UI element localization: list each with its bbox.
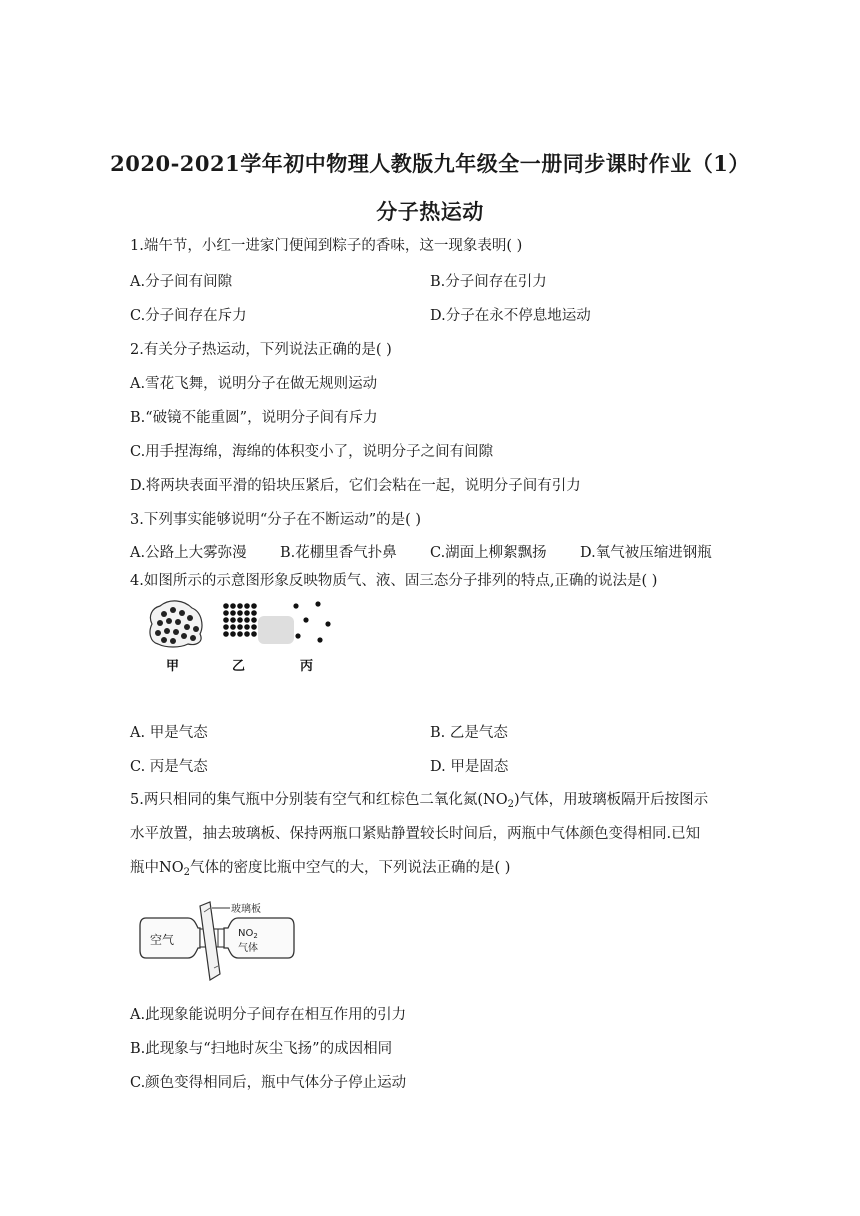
q5-stem-line-2: 水平放置，抽去玻璃板、保持两瓶口紧贴静置较长时间后，两瓶中气体颜色变得相同.已知: [130, 826, 701, 842]
q5-stem-line-3: 瓶中$NO_2$气体的密度比瓶中空气的大，下列说法正确的是( ): [130, 860, 511, 878]
q5-option-a: A.此现象能说明分子间存在相互作用的引力: [130, 1007, 407, 1023]
q1-option-b: B.分子间存在引力: [430, 274, 547, 290]
q3-option-a: A.公路上大雾弥漫: [130, 545, 247, 561]
states-of-matter-figure: [140, 596, 360, 676]
gas-label: 气体: [238, 943, 258, 954]
q5-option-c: C.颜色变得相同后，瓶中气体分子停止运动: [130, 1075, 407, 1091]
q2-option-d: D.将两块表面平滑的铅块压紧后，它们会粘在一起，说明分子间有引力: [130, 478, 581, 494]
no2-bottle: [224, 918, 294, 958]
figure-bing-molecules: [293, 601, 330, 642]
q1-option-c: C.分子间存在斥力: [130, 308, 247, 324]
no2-formula: $NO_2$: [483, 792, 514, 810]
title-line-1: 2020-2021学年初中物理人教版九年级全一册同步课时作业（1）: [110, 151, 750, 176]
q4-stem: 4.如图所示的示意图形象反映物质气、液、固三态分子排列的特点,正确的说法是( ): [130, 573, 658, 589]
air-label: 空气: [150, 933, 175, 947]
q5-option-b: B.此现象与“扫地时灰尘飞扬”的成因相同: [130, 1041, 393, 1057]
q5-stem-1a: 5.两只相同的集气瓶中分别装有空气和红棕色二氧化氮(: [130, 792, 483, 808]
q2-option-c: C.用手捏海绵，海绵的体积变小了，说明分子之间有间隙: [130, 444, 494, 460]
q2-option-a: A.雪花飞舞，说明分子在做无规则运动: [130, 376, 378, 392]
figure-smudge: [258, 616, 294, 644]
q2-stem: 2.有关分子热运动，下列说法正确的是( ): [130, 342, 392, 358]
q3-option-b: B.花棚里香气扑鼻: [280, 545, 397, 561]
figure-label-yi: 乙: [232, 659, 246, 674]
figure-yi-molecules: [223, 603, 257, 637]
figure-label-jia: 甲: [166, 659, 180, 674]
q4-option-d: D. 甲是固态: [430, 759, 509, 775]
gas-bottles-figure: [138, 898, 298, 984]
q2-option-b: B.“破镜不能重圆”，说明分子间有斥力: [130, 410, 378, 426]
q5-stem-line-1: [130, 788, 708, 810]
q1-stem: 1.端午节，小红一进家门便闻到粽子的香味，这一现象表明( ): [130, 238, 523, 254]
q3-option-d: D.氧气被压缩进钢瓶: [580, 545, 712, 561]
q4-option-a: A. 甲是气态: [130, 725, 208, 741]
q1-option-d: D.分子在永不停息地运动: [430, 308, 591, 324]
q1-option-a: A.分子间有间隙: [130, 274, 233, 290]
no2-formula-inline: $NO_2$: [159, 860, 190, 878]
q4-option-c: C. 丙是气态: [130, 759, 208, 775]
q3-stem: 3.下列事实能够说明“分子在不断运动”的是( ): [130, 512, 422, 528]
q3-option-c: C.湖面上柳絮飘扬: [430, 545, 547, 561]
q4-option-b: B. 乙是气态: [430, 725, 508, 741]
figure-label-bing: 丙: [300, 659, 314, 674]
q5-stem-1b: )气体，用玻璃板隔开后按图示: [513, 792, 709, 808]
no2-label: $NO_2$: [238, 928, 258, 940]
glass-plate-label: 玻璃板: [231, 904, 261, 915]
title-line-2: 分子热运动: [376, 199, 484, 224]
